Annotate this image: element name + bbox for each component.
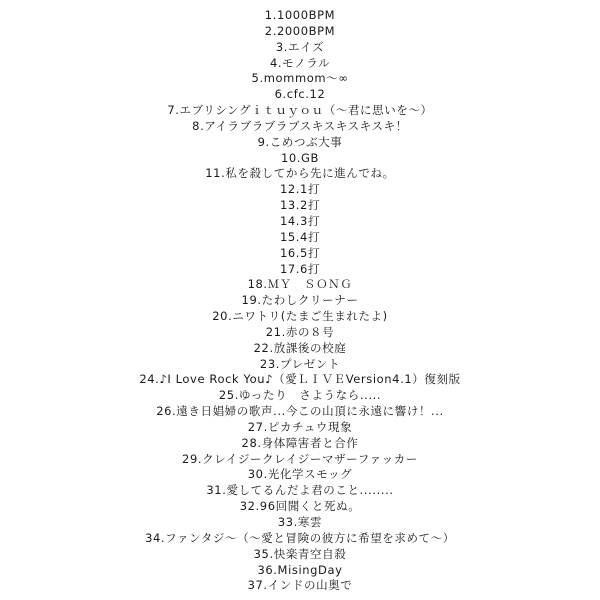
track-item: 7.エブリシングｉｔｕｙｏｕ（～君に思いを～） (167, 103, 433, 118)
track-item: 3.エイズ (275, 39, 325, 54)
track-item: 9.こめつぶ大事 (257, 134, 343, 149)
track-item: 25.ゆったり さようなら..... (218, 388, 382, 403)
track-item: 16.5打 (279, 245, 321, 260)
track-item: 4.モノラル (269, 55, 331, 70)
track-list (0, 8, 600, 594)
track-item: 12.1打 (279, 182, 321, 197)
track-item: 31.愛してるんだよ君のこと........ (206, 483, 394, 498)
track-item: 36.MisingDay (257, 562, 343, 577)
track-item: 14.3打 (279, 213, 321, 228)
track-item: 23.プレゼント (259, 356, 341, 371)
track-item: 33.寒雲 (277, 515, 323, 529)
track-item: 18.ＭＹ ＳＯＮＧ (247, 277, 353, 292)
track-item: 29.クレイジークレイジーマザーファッカー (182, 451, 418, 466)
track-item: 34.ファンタジ～（～愛と冒険の彼方に希望を求めて～） (145, 530, 455, 545)
track-item: 22.放課後の校庭 (253, 340, 347, 355)
track-item: 11.私を殺してから先に進んでね。 (205, 166, 395, 181)
track-item: 6.cfc.12 (274, 87, 326, 102)
track-item: 27.ピカチュウ現象 (247, 419, 353, 434)
track-item: 32.96回聞くと死ぬ。 (239, 499, 361, 514)
track-item: 19.たわしクリーナー (241, 293, 359, 308)
track-item: 8.アイラブラブラブスキスキスキスキ！ (192, 118, 408, 133)
track-item: 21.赤の８号 (265, 324, 335, 339)
track-item: 2.2000BPM (264, 23, 336, 38)
track-item: 28.身体障害者と合作 (241, 435, 359, 450)
track-item: 24.♪I Love Rock You♪（愛ＬＩＶＥVersion4.1）復刻版 (139, 372, 461, 387)
track-item: 26.遠き日娼婦の歌声...今この山頂に永遠に響け！... (156, 404, 444, 419)
track-item: 35.快楽青空自殺 (253, 546, 347, 561)
track-item: 17.6打 (279, 261, 321, 276)
track-item: 37.インドの山奥で (247, 578, 353, 593)
track-item: 10.GB (280, 150, 320, 165)
track-item: 20.ニワトリ(たまご生まれたよ) (212, 309, 388, 324)
track-item: 30.光化学スモッグ (247, 467, 353, 482)
track-item: 13.2打 (279, 198, 321, 213)
track-item: 15.4打 (279, 229, 321, 244)
track-item: 1.1000BPM (264, 8, 336, 22)
track-item: 5.mommom～∞ (251, 71, 349, 86)
